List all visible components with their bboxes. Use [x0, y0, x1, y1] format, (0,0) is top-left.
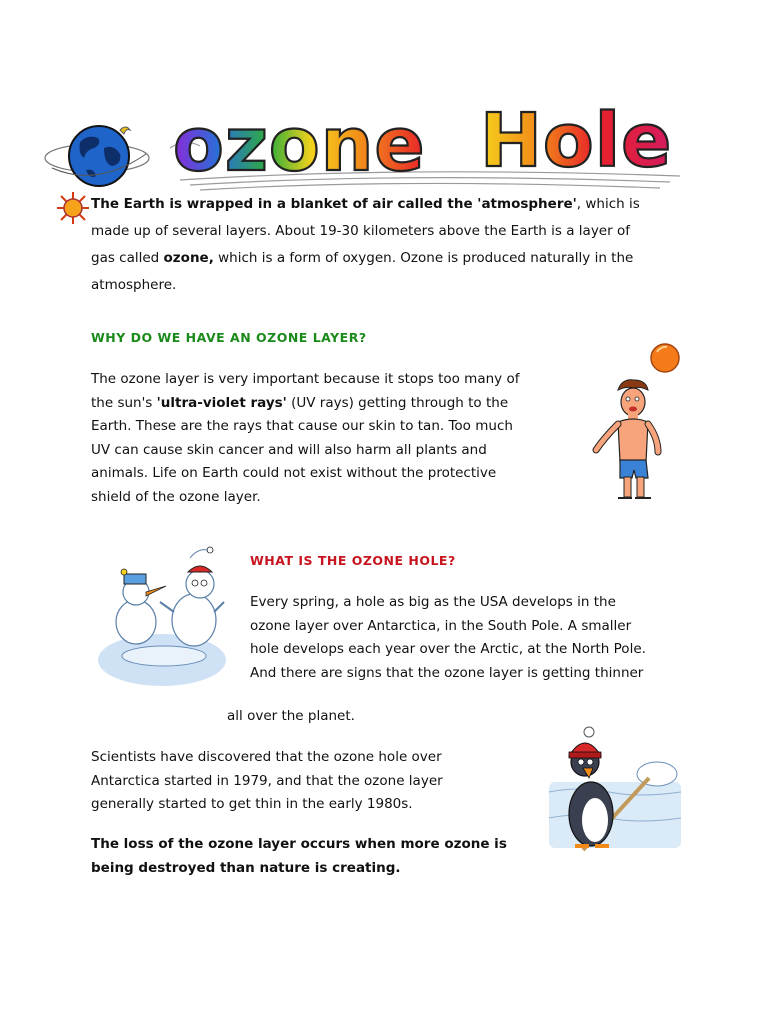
section1-line: UV can cause skin cancer and will also harm all plants and: [91, 441, 487, 458]
section2-line: hole develops each year over the Arctic, at the North Pole.: [250, 641, 646, 657]
section3-line: Scientists have discovered that the ozone hole over: [91, 749, 442, 765]
section1-paragraph: [91, 368, 581, 509]
title-word-hole: Hole: [480, 98, 673, 184]
section1-line: The ozone layer is very important because it stops too many of: [91, 371, 520, 387]
section1-line: [91, 392, 581, 416]
section3-line: Antarctica started in 1979, and that the ozone layer: [91, 772, 443, 789]
conclusion-paragraph: [91, 833, 551, 880]
intro-lead-rest: , which is: [576, 196, 640, 212]
section3-paragraph: [91, 746, 531, 817]
section1-line: Earth. These are the rays that cause our skin to tan. Too much: [91, 418, 513, 434]
intro-line-3-a: gas called: [91, 250, 164, 266]
uv-rays-bold: 'ultra-violet rays': [156, 394, 287, 411]
intro-ozone-bold: ozone,: [163, 250, 214, 266]
section2-line-5: all over the planet.: [227, 708, 355, 724]
intro-lead-bold: The Earth is wrapped in a blanket of air called the 'atmosphere': [91, 196, 577, 212]
intro-line-3-b: which is a form of oxygen. Ozone is produced naturally in the: [213, 250, 634, 266]
heading-what-is-ozone-hole: WHAT IS THE OZONE HOLE?: [250, 553, 456, 568]
small-sun-icon: [647, 340, 683, 376]
title-word-ozone: ozone: [173, 102, 426, 188]
conclusion-line: being destroyed than nature is creating.: [91, 859, 401, 876]
section2-line: Every spring, a hole as big as the USA develops in the: [250, 594, 616, 610]
heading-why-ozone-layer: WHY DO WE HAVE AN OZONE LAYER?: [91, 330, 367, 345]
snowmen-illustration: [94, 542, 232, 692]
intro-line-4: atmosphere.: [91, 277, 177, 293]
section1-line-2-a: the sun's: [91, 394, 157, 411]
penguin-shoveling-illustration: [545, 722, 685, 862]
section1-line-2-b: (UV rays) getting through to the: [286, 394, 509, 411]
earth-icon: [42, 118, 152, 198]
section1-line: shield of the ozone layer.: [91, 488, 261, 505]
section1-line: animals. Life on Earth could not exist without the protective: [91, 465, 497, 481]
section3-line: generally started to get thin in the early 1980s.: [91, 796, 413, 812]
sun-icon: [55, 190, 91, 226]
section2-line: ozone layer over Antarctica, in the South Pole. A smaller: [250, 617, 632, 634]
intro-line-2: made up of several layers. About 19-30 kilometers above the Earth is a layer of: [91, 223, 630, 239]
section2-line: And there are signs that the ozone layer is getting thinner: [250, 664, 644, 681]
conclusion-line: The loss of the ozone layer occurs when more ozone is: [91, 836, 507, 852]
sunburnt-boy-illustration: [590, 376, 670, 506]
intro-line-3: [91, 247, 711, 274]
intro-paragraph: [91, 193, 711, 301]
intro-line-1: [91, 193, 711, 220]
section2-paragraph: [250, 591, 710, 685]
